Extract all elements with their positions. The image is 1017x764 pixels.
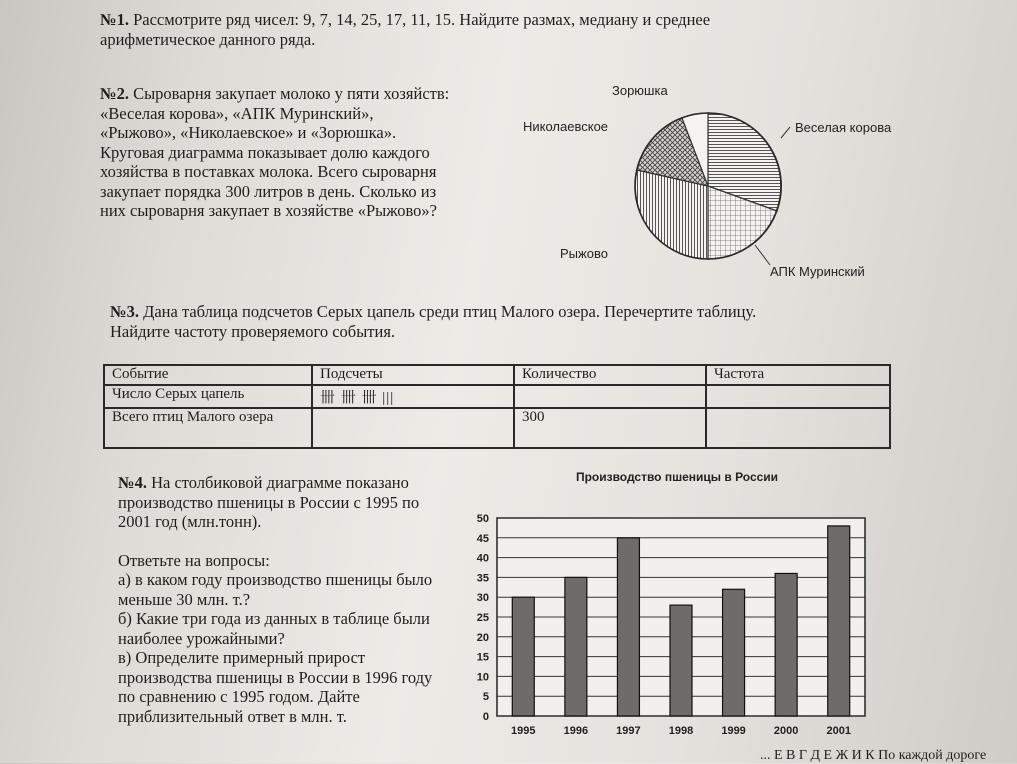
task-2-line-4: хозяйства в поставках молока. Всего сыроварня (100, 162, 437, 181)
y-tick-label: 10 (476, 671, 489, 684)
table-header-cell: Событие (104, 365, 312, 385)
table-cell-freq (706, 408, 890, 448)
bar-chart (455, 462, 885, 752)
task-4 (118, 473, 453, 726)
task-1-text: Рассмотрите ряд чисел: 9, 7, 14, 25, 17, 11, 15. Найдите размах, медиану и среднее арифметическое данного ряда. (100, 10, 711, 49)
y-tick-label: 5 (482, 691, 489, 704)
task-4-number: №4. (118, 473, 147, 492)
x-tick-label: 1998 (668, 725, 694, 737)
bar-2000 (775, 573, 797, 716)
pie-label-veselaya: Веселая корова (795, 120, 892, 135)
pie-label-zoryushka: Зорюшка (612, 83, 668, 98)
task-2 (100, 84, 520, 221)
task-2-line-2: «Рыжово», «Николаевское» и «Зорюшка». (100, 123, 397, 142)
task-2-line-1: «Веселая корова», «АПК Муринский», (100, 103, 374, 123)
y-tick-label: 20 (476, 631, 489, 644)
pie-chart (600, 80, 900, 280)
task-3 (110, 302, 840, 341)
x-tick-label: 2000 (773, 725, 799, 737)
y-tick-label: 45 (476, 532, 489, 545)
bar-1998 (670, 605, 692, 716)
y-tick-label: 35 (476, 572, 489, 585)
y-tick-label: 15 (476, 651, 489, 664)
bar-chart-title: Производство пшеницы в России (575, 470, 779, 484)
task-3-line-0: Дана таблица подсчетов Серых цапель среди птиц Малого озера. Перечертите таблицу. (143, 302, 757, 321)
task-4-intro: На столбиковой диаграмме показано производство пшеницы в России с 1995 по 2001 год (млн.тонн). (118, 473, 420, 531)
task-2-line-0: Сыроварня закупает молоко у пяти хозяйств: (133, 84, 450, 103)
x-tick-label: 1999 (721, 725, 746, 737)
tally-table (103, 364, 891, 449)
table-header-row (104, 365, 890, 385)
table-header-cell: Частота (706, 365, 890, 385)
x-tick-label: 1997 (616, 725, 641, 737)
cut-off-text: ... Е В Г Д Е Ж И К По каждой дороге (760, 748, 987, 763)
task-2-line-3: Круговая диаграмма показывает долю каждого (100, 142, 430, 162)
bar-1999 (723, 589, 745, 716)
task-1 (100, 10, 820, 49)
table-header-cell: Подсчеты (312, 365, 514, 385)
pie-label-nikolaevskoe: Николаевское (523, 119, 609, 134)
task-2-line-6: них сыроварня закупает в хозяйстве «Рыжово»? (100, 201, 437, 220)
table-row (104, 385, 890, 408)
task-3-number: №3. (110, 302, 139, 321)
table-cell-tally (312, 408, 514, 448)
bar-1995 (512, 597, 534, 716)
task-4-question-c: в) Определите примерный прирост производства пшеницы в России в 1996 году по сравнению с 1995 годом. Дайте приблизительный ответ в млн. т. (118, 648, 433, 726)
table-row (104, 408, 890, 448)
y-tick-label: 40 (476, 552, 489, 565)
table-header-cell: Количество (514, 365, 706, 385)
table-cell-event: Число Серых цапель (104, 385, 312, 408)
task-1-number: №1. (100, 10, 129, 29)
bar-2001 (828, 526, 850, 716)
y-tick-label: 25 (476, 612, 489, 624)
x-tick-label: 1996 (563, 725, 589, 737)
task-2-number: №2. (100, 84, 129, 103)
pie-label-ryzhovo: Рыжово (560, 246, 608, 261)
y-tick-label: 50 (476, 513, 489, 525)
bar-1996 (565, 577, 587, 716)
table-cell-count (514, 385, 706, 408)
task-4-ask: Ответьте на вопросы: (118, 550, 270, 570)
bar-1997 (617, 538, 639, 716)
x-tick-label: 1995 (511, 725, 536, 737)
y-tick-label: 30 (476, 592, 489, 605)
task-4-question-a: а) в каком году производство пшеницы было меньше 30 млн. т.? (118, 570, 433, 609)
x-tick-label: 2001 (826, 725, 851, 737)
y-tick-label: 0 (482, 711, 489, 723)
task-4-question-b: б) Какие три года из данных в таблице были наиболее урожайными? (118, 609, 430, 648)
table-cell-tally: 卌 卌 卌 ||| (312, 385, 514, 408)
task-2-line-5: закупает порядка 300 литров в день. Сколько из (100, 181, 437, 201)
task-3-line-1: Найдите частоту проверяемого события. (110, 321, 396, 341)
table-cell-count: 300 (514, 408, 706, 448)
table-cell-freq (706, 385, 890, 408)
pie-label-apk: АПК Муринский (770, 264, 865, 279)
table-cell-event: Всего птиц Малого озера (104, 408, 312, 448)
